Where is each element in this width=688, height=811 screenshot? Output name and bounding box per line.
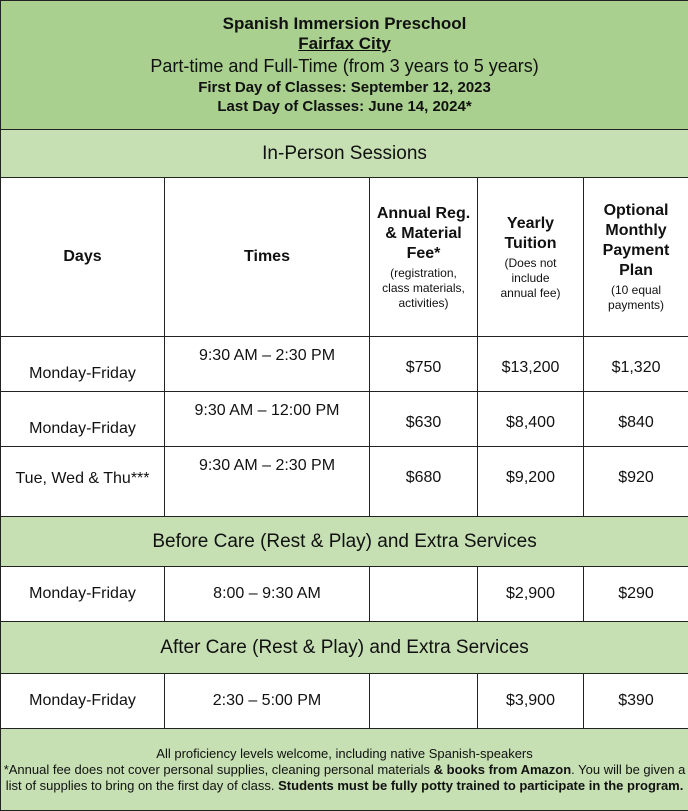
table-row [1,337,688,392]
table-row [1,447,688,517]
row-days: Tue, Wed & Thu*** [1,447,165,517]
row-plan: $840 [584,392,688,447]
col-header-tuition [478,178,584,337]
row-days: Monday-Friday [1,674,165,729]
table-row [1,567,688,622]
row-fee: $630 [370,392,478,447]
footer-line-proficiency: All proficiency levels welcome, including native Spanish-speakers [1,746,688,762]
footer-notes [1,729,688,811]
location-title: Fairfax City [1,34,688,54]
school-title: Spanish Immersion Preschool [1,14,688,34]
footer-line-fees: *Annual fee does not cover personal supplies, cleaning personal materials & books from Amazon. You will be given a list of supplies to bring on the first day of class. Students must be fully potty trained to participate in the program. [1,762,688,794]
row-days: Monday-Friday [1,392,165,447]
plan-header-label: Optional Monthly Payment Plan [603,202,670,279]
fee-header-label: Annual Reg. & Material Fee* [377,205,470,262]
row-days: Monday-Friday [1,567,165,622]
program-subtitle: Part-time and Full-Time (from 3 years to 5 years) [1,55,688,78]
row-plan: $1,320 [584,337,688,392]
row-fee [370,567,478,622]
col-header-plan [584,178,688,337]
section-after-care: After Care (Rest & Play) and Extra Services [1,622,688,674]
plan-header-note: (10 equal payments) [594,283,678,313]
row-tuition: $2,900 [478,567,584,622]
tuition-header-note: (Does not include annual fee) [492,256,569,301]
fee-header-note: (registration, class materials, activities) [376,266,471,311]
section-in-person: In-Person Sessions [1,130,688,178]
table-row [1,674,688,729]
row-times: 9:30 AM – 12:00 PM [165,392,370,447]
row-tuition: $8,400 [478,392,584,447]
table-row [1,392,688,447]
row-plan: $290 [584,567,688,622]
row-plan: $390 [584,674,688,729]
row-fee [370,674,478,729]
section-before-care: Before Care (Rest & Play) and Extra Services [1,517,688,567]
col-header-times: Times [165,178,370,337]
row-tuition: $3,900 [478,674,584,729]
last-day-text: Last Day of Classes: June 14, 2024* [1,97,688,116]
row-times: 9:30 AM – 2:30 PM [165,447,370,517]
col-header-days: Days [1,178,165,337]
row-days: Monday-Friday [1,337,165,392]
row-times: 9:30 AM – 2:30 PM [165,337,370,392]
header-banner [1,1,688,130]
col-header-fee [370,178,478,337]
tuition-header-label: Yearly Tuition [504,215,556,252]
row-fee: $680 [370,447,478,517]
row-times: 2:30 – 5:00 PM [165,674,370,729]
row-tuition: $13,200 [478,337,584,392]
row-tuition: $9,200 [478,447,584,517]
row-fee: $750 [370,337,478,392]
first-day-text: First Day of Classes: September 12, 2023 [1,78,688,97]
row-times: 8:00 – 9:30 AM [165,567,370,622]
row-plan: $920 [584,447,688,517]
